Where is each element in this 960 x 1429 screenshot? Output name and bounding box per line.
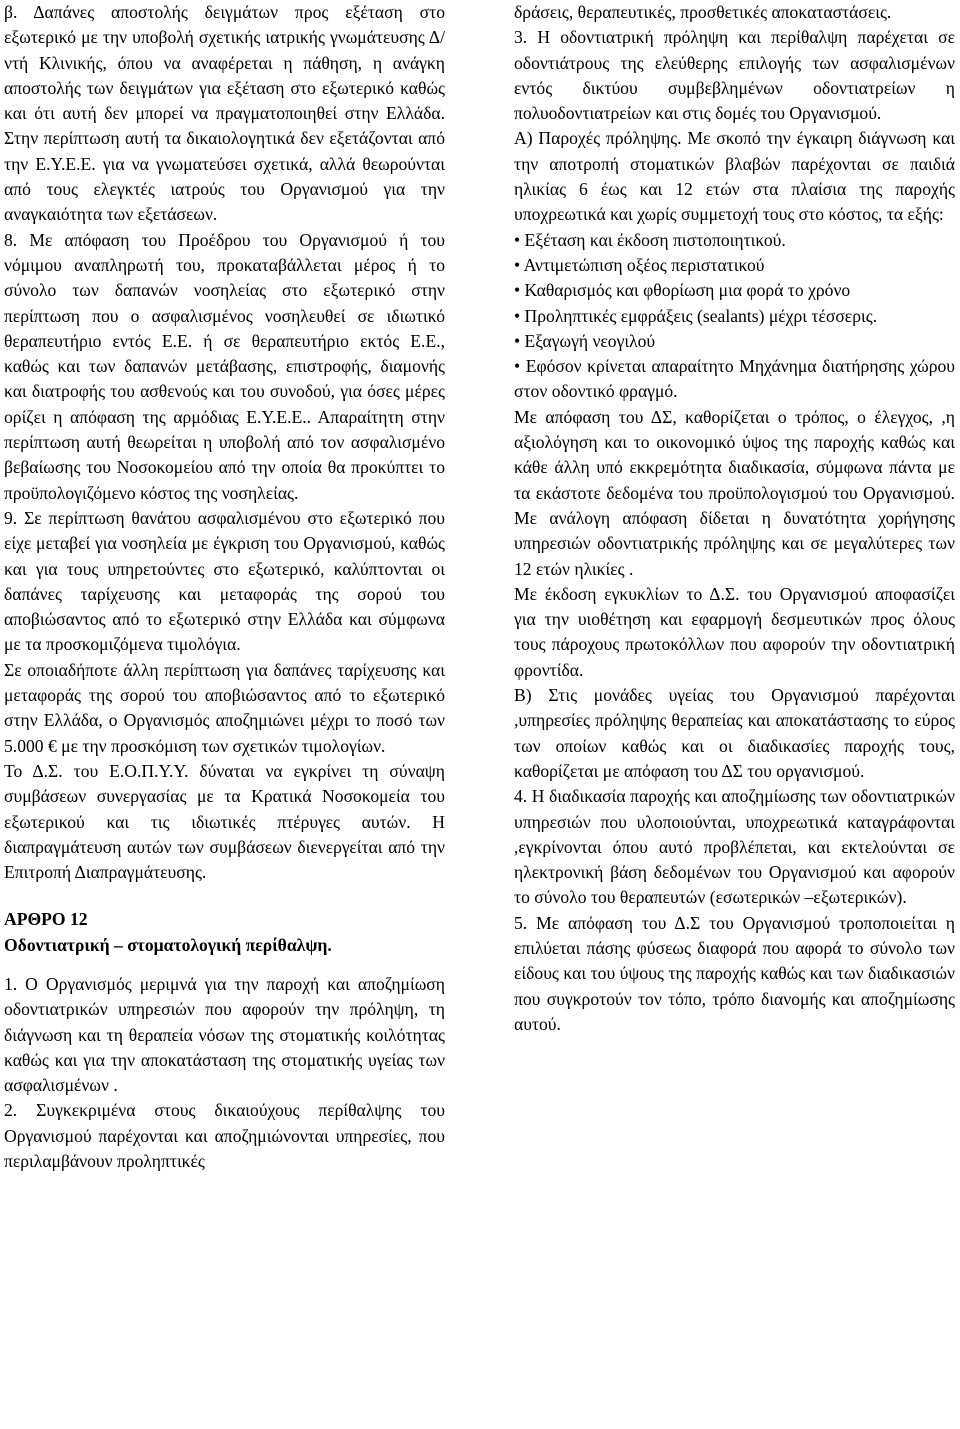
list-item: • Εξαγωγή νεογιλού [514, 330, 656, 351]
paragraph-other-case: Σε οποιαδήποτε άλλη περίπτωση για δαπάνες ταρίχευσης και μεταφοράς της σορού του αποβιώσαντος από το εξωτερικό στην Ελλάδα, ο Οργανισμός αποζημιώνει μέχρι το ποσό των 5.000 € με την προσκόμιση των σχετικών τιμολογίων. [4, 659, 445, 756]
paragraph-continuation: δράσεις, θεραπευτικές, προσθετικές αποκαταστάσεις. [514, 2, 892, 22]
paragraph-beta: β. Δαπάνες αποστολής δειγμάτων προς εξέταση στο εξωτερικό με την υποβολή σχετικής ιατρικής γνωμάτευσης Δ/ντή Κλινικής, όπου να αναφέρεται η πάθηση, η ανάγκη αποστολής των δειγμάτων για εξέταση στο εξωτερικό καθώς και ότι αυτή δεν μπορεί να πραγματοποιηθεί στην Ελλάδα. Στην περίπτωση αυτή τα δικαιολογητικά δεν εξετάζονται από την Ε.Υ.Ε.Ε. για να γνωματεύσει σχετικά, αλλά θεωρούνται από τους ελεγκτές ιατρούς του Οργανισμού για την αναγκαιότητα των εξετάσεων. [4, 2, 445, 225]
paragraph-beta-units: Β) Στις μονάδες υγείας του Οργανισμού παρέχονται ,υπηρεσίες πρόληψης θεραπείας και αποκατάστασης το εύρος των οποίων καθώς και οι διαδικασίες παροχής τους, καθορίζεται με απόφαση του ΔΣ του οργανισμού. [514, 685, 955, 781]
paragraph-circulars: Με έκδοση εγκυκλίων το Δ.Σ. του Οργανισμού αποφασίζει για την υιοθέτηση και εφαρμογή δεσμευτικών προς όλους τους πάροχους πρωτοκόλλων που αφορούν την οδοντιατρική φροντίδα. [514, 583, 955, 680]
list-item: • Αντιμετώπιση οξέος περιστατικού [514, 254, 765, 275]
paragraph-3: 3. Η οδοντιατρική πρόληψη και περίθαλψη παρέχεται σε οδοντιάτρους της ελεύθερης επιλογής των ασφαλισμένων εντός δικτύου συμβεβλημένων οδοντιατρείων η πολυοδοντιατρείων και στις δομές του Οργανισμού. [514, 27, 955, 124]
paragraph-board-decision: Με απόφαση του ΔΣ, καθορίζεται ο τρόπος, ο έλεγχος, ,η αξιολόγηση και το οικονομικό ύψος της παροχής καθώς και κάθε άλλη υπό εκκρεμότητα διαδικασία, σύμφωνα πάντα με τα εκάστοτε δεδομένα του προϋπολογισμού του Οργανισμού. Με ανάλογη απόφαση δίδεται η δυνατότητα χορήγησης υπηρεσιών οδοντιατρικής πρόληψης και σε μεγαλύτερες των 12 ετών ηλικίες . [514, 406, 955, 579]
right-column [514, 0, 955, 1037]
paragraph-8: 8. Με απόφαση του Προέδρου του Οργανισμού ή του νόμιμου αναπληρωτή του, προκαταβάλλεται μέρος ή το σύνολο των δαπανών νοσηλείας στο εξωτερικό στην περίπτωση που ο ασφαλισμένος νοσηλευθεί σε ιδιωτικό θεραπευτήριο εντός Ε.Ε. ή σε θεραπευτήριο εκτός Ε.Ε., καθώς και των δαπανών μετάβασης, επιστροφής, διαμονής και διατροφής του ασθενούς και του συνοδού, για όσες μέρες ορίζει η απόφαση της αρμόδιας Ε.Υ.Ε.Ε.. Απαραίτητη στην περίπτωση αυτή θεωρείται η υποβολή από τον ασφαλισμένο βεβαίωσης του Νοσοκομείου από την οποία θα προκύπτει το προϋπολογιζόμενο κόστος της νοσηλείας. [4, 229, 445, 503]
article-number: ΑΡΘΡΟ 12 [4, 909, 88, 930]
paragraph-5: 5. Με απόφαση του Δ.Σ του Οργανισμού τροποποιείται η επιλύεται πάσης φύσεως διαφορά που αφορά το σύνολο των είδους και του ύψους της παροχής καθώς και των διαδικασιών που συγκροτούν τον τόπο, τρόπο διανομής και αποζημίωσης αυτού. [514, 912, 955, 1034]
paragraph-2: 2. Συγκεκριμένα στους δικαιούχους περίθαλψης του Οργανισμού παρέχονται και αποζημιώνονται υπηρεσίες, που περιλαμβάνουν προληπτικές [4, 1100, 445, 1172]
paragraph-board: Το Δ.Σ. του Ε.Ο.Π.Υ.Υ. δύναται να εγκρίνει τη σύναψη συμβάσεων συνεργασίας με τα Κρατικά Νοσοκομεία του εξωτερικού και τις ιδιωτικές πτέρυγες αυτών. Η διαπραγμάτευση αυτών των συμβάσεων διενεργείται από την Επιτροπή Διαπραγμάτευσης. [4, 760, 445, 883]
paragraph-prevention: Α) Παροχές πρόληψης. Με σκοπό την έγκαιρη διάγνωση και την αποτροπή στοματικών βλαβών παρέχονται σε παιδιά ηλικίας 6 έως και 12 ετών στα πλαίσια της παροχής υποχρεωτικά και χωρίς συμμετοχή τους στο κόστος, τα εξής: [514, 128, 955, 225]
list-item: • Εξέταση και έκδοση πιστοποιητικού. [514, 229, 786, 250]
list-item: • Προληπτικές εμφράξεις (sealants) μέχρι τέσσερις. [514, 305, 878, 326]
paragraph-1: 1. Ο Οργανισμός μεριμνά για την παροχή και αποζημίωση οδοντιατρικών υπηρεσιών που αφορούν την πρόληψη, τη διάγνωση και τη θεραπεία νόσων της στοματικής κοιλότητας καθώς και για την αποκατάσταση της στοματικής υγείας των ασφαλισμένων . [4, 973, 445, 1096]
paragraph-4: 4. Η διαδικασία παροχής και αποζημίωσης των οδοντιατρικών υπηρεσιών που υλοποιούνται, υποχρεωτικά καταγράφονται ,εγκρίνονται όπου αυτό προβλέπεται, και εκτελούνται σε ηλεκτρονική βάση δεδομένων του Οργανισμού και αφορούν το σύνολο του θεραπευτών (εσωτερικών –εξωτερικών). [514, 786, 955, 908]
list-item: • Εφόσον κρίνεται απαραίτητο Μηχάνημα διατήρησης χώρου στον οδοντικό φραγμό. [514, 356, 955, 402]
paragraph-9: 9. Σε περίπτωση θανάτου ασφαλισμένου στο εξωτερικό που είχε μεταβεί για νοσηλεία με έγκριση του Οργανισμού, καθώς και για τους υπηρετούντες στο εξωτερικό, καλύπτονται οι δαπάνες ταρίχευσης και μεταφοράς της σορού του αποβιώσαντος από το εξωτερικό στην Ελλάδα και σύμφωνα με τα προσκομιζόμενα τιμολόγια. [4, 507, 445, 655]
list-item: • Καθαρισμός και φθορίωση μια φορά το χρόνο [514, 280, 851, 301]
left-column [4, 0, 445, 1174]
article-title: Οδοντιατρική – στοματολογική περίθαλψη. [4, 934, 332, 955]
